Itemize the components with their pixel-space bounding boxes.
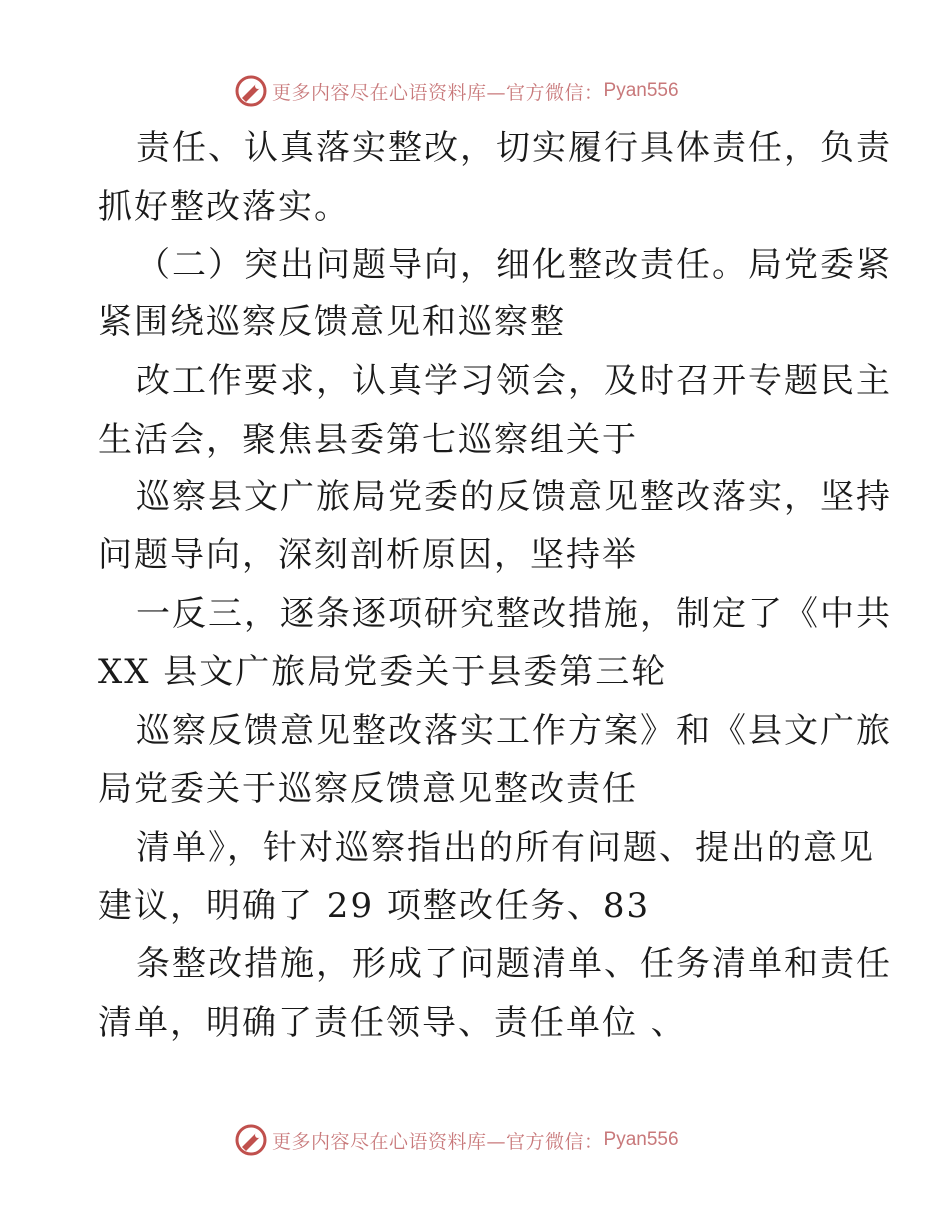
footer-watermark: [234, 1122, 679, 1158]
text-line: 条整改措施，形成了问题清单、任务清单和责任: [136, 944, 892, 984]
text-line: 生活会，聚焦县委第七巡察组关于: [98, 420, 638, 460]
pen-seal-icon: [234, 74, 268, 108]
text-line: 一反三，逐条逐项研究整改措施，制定了《中共: [136, 594, 892, 634]
text-line: 巡察县文广旅局党委的反馈意见整改落实，坚持: [136, 477, 892, 517]
pen-seal-icon: [234, 1123, 268, 1157]
text-line: XX 县文广旅局党委关于县委第三轮: [98, 652, 668, 692]
text-line: 责任、认真落实整改，切实履行具体责任，负责: [136, 128, 892, 168]
watermark-text: 更多内容尽在心语资料库—官方微信：: [272, 81, 604, 104]
text-line: 清单，明确了责任领导、责任单位 、: [98, 1003, 687, 1043]
text-line: 抓好整改落实。: [98, 187, 350, 227]
watermark-wechat-id: Pyan556: [603, 80, 679, 101]
header-watermark: [234, 73, 679, 109]
text-line: （二）突出问题导向，细化整改责任。局党委紧: [136, 245, 892, 285]
text-line: 紧围绕巡察反馈意见和巡察整: [98, 302, 566, 342]
text-line: 改工作要求，认真学习领会，及时召开专题民主: [136, 361, 892, 401]
text-line: 清单》，针对巡察指出的所有问题、提出的意见: [136, 828, 875, 868]
text-line: 局党委关于巡察反馈意见整改责任: [98, 769, 638, 809]
text-line: 建议，明确了 29 项整改任务、83: [98, 886, 651, 926]
text-line: 问题导向，深刻剖析原因，坚持举: [98, 535, 638, 575]
watermark-text: 更多内容尽在心语资料库—官方微信：: [272, 1130, 604, 1153]
watermark-wechat-id: Pyan556: [603, 1129, 679, 1150]
text-line: 巡察反馈意见整改落实工作方案》和《县文广旅: [136, 711, 892, 751]
